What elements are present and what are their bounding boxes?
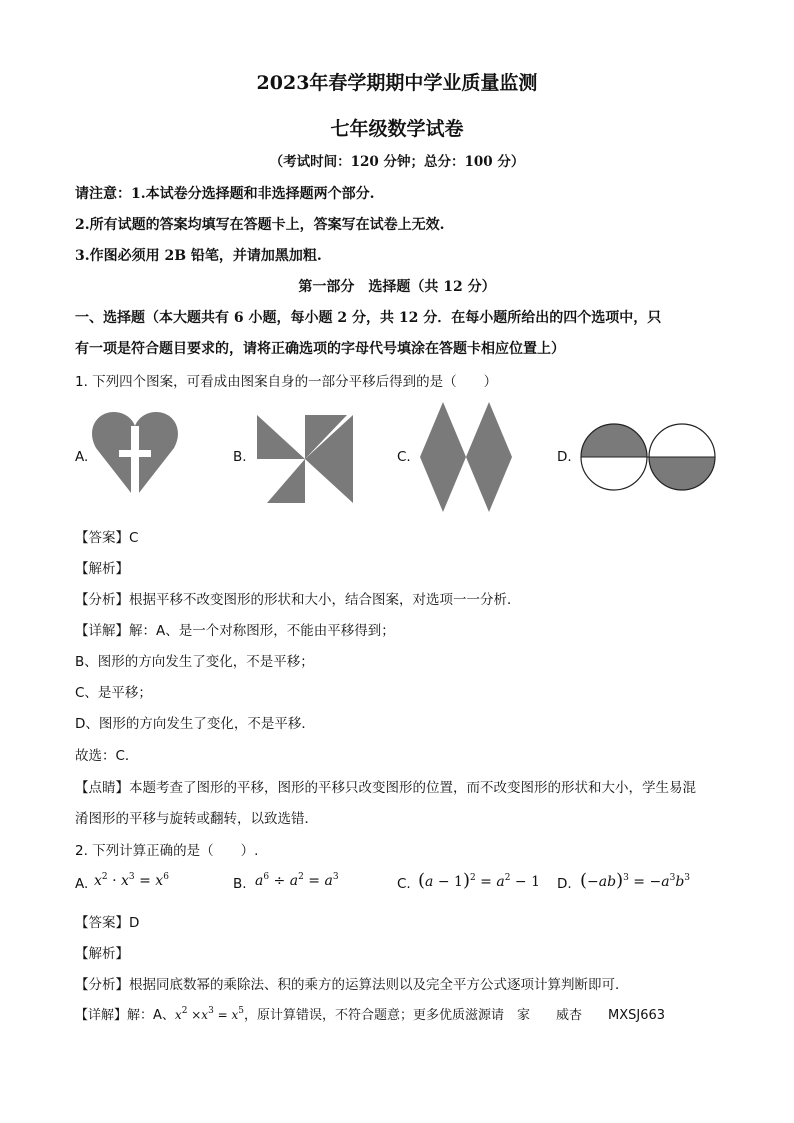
- note-2: 2.所有试题的答案均填写在答题卡上，答案写在试卷上无效.: [75, 217, 445, 233]
- q1-option-c-label: C.: [397, 449, 411, 465]
- section-heading: 第一部分 选择题（共 12 分）: [298, 279, 496, 295]
- q2-option-d-label: D.: [557, 876, 572, 892]
- q1-fenxi: 【分析】根据平移不改变图形的形状和大小，结合图案，对选项一一分析．: [75, 592, 521, 608]
- q1-answer: 【答案】C: [75, 530, 139, 546]
- section-instruction-2: 有一项是符合题目要求的，请将正确选项的字母代号填涂在答题卡相应位置上）: [75, 341, 565, 357]
- q2-detail: [75, 1004, 735, 1023]
- q1-analysis-tag: 【解析】: [75, 561, 129, 577]
- q2-option-a-label: A.: [75, 876, 89, 892]
- q1-detail-2: B、图形的方向发生了变化，不是平移；: [75, 654, 314, 670]
- circles-figure: [580, 423, 716, 491]
- q1-comment-2: 淆图形的平移与旋转或翻转，以致选错．: [75, 811, 318, 827]
- q2-option-b-label: B.: [233, 876, 247, 892]
- q1-detail-1: 【详解】解：A、是一个对称图形，不能由平移得到；: [75, 623, 395, 639]
- q2-answer: 【答案】D: [75, 915, 140, 931]
- section-instruction-1: 一、选择题（本大题共有 6 小题，每小题 2 分，共 12 分．在每小题所给出的四个选项中，只: [75, 310, 662, 326]
- q2-option-c-label: C.: [397, 876, 411, 892]
- q2-detail-prefix: 【详解】解：A、: [75, 1008, 175, 1023]
- q2-stem: 2. 下列计算正确的是（ ）.: [75, 843, 259, 859]
- pinwheel-figure: [257, 415, 353, 503]
- q2-option-b-formula: $a^6 \div a^2 = a^3$: [255, 872, 339, 889]
- exam-title: 2023年春学期期中学业质量监测: [256, 72, 538, 94]
- q2-detail-suffix: ，原计算错误，不符合题意；更多优质滋源请 家 威杏 MXSJ663: [244, 1008, 666, 1023]
- rhombus-figure: [420, 402, 512, 512]
- q1-detail-4: D、图形的方向发生了变化，不是平移．: [75, 716, 315, 732]
- q1-option-d-label: D.: [557, 449, 572, 465]
- q2-detail-formula: $x^2 \times x^3 = x^5$: [174, 1006, 245, 1022]
- q1-comment-1: 【点睛】本题考查了图形的平移，图形的平移只改变图形的位置，而不改变图形的形状和大小，学生易混: [75, 780, 696, 796]
- q1-option-a-label: A.: [75, 449, 89, 465]
- q1-detail-3: C、是平移；: [75, 685, 152, 701]
- note-1: 请注意：1.本试卷分选择题和非选择题两个部分.: [75, 186, 375, 202]
- heart-figure: [92, 408, 178, 500]
- q2-option-c-formula: $(a - 1)^2 = a^2 - 1$: [418, 870, 540, 891]
- q2-analysis-tag: 【解析】: [75, 946, 129, 962]
- q2-option-a-formula: $x^2 \cdot x^3 = x^6$: [94, 872, 169, 889]
- q1-conclusion: 故选：C．: [75, 748, 139, 764]
- q2-fenxi: 【分析】根据同底数幂的乘除法、积的乘方的运算法则以及完全平方公式逐项计算判断即可．: [75, 977, 629, 993]
- exam-info: （考试时间：120 分钟；总分：100 分）: [269, 154, 525, 170]
- q1-stem: 1. 下列四个图案，可看成由图案自身的一部分平移后得到的是（ ）: [75, 374, 498, 390]
- exam-subtitle: 七年级数学试卷: [330, 118, 464, 140]
- q2-option-d-formula: $(-ab)^3 = -a^3b^3$: [580, 870, 691, 891]
- q1-option-b-label: B.: [233, 449, 247, 465]
- note-3: 3.作图必须用 2B 铅笔，并请加黑加粗.: [75, 248, 322, 264]
